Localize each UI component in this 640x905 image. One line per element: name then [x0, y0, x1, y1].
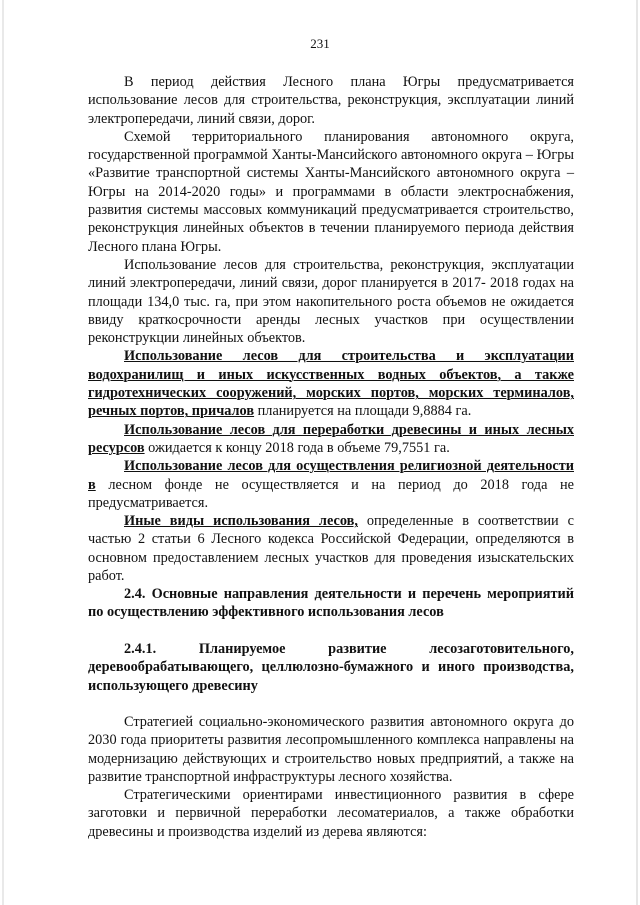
section-heading-2-4	[88, 585, 574, 622]
text-water-objects-area: планируется на площади 9,8884 га.	[254, 403, 472, 420]
emphasis-water-objects: Использование лесов для строительства и эксплуатации водохранилищ и иных искусственных водных объектов, а также гидротехнических сооружений, морских портов, морских терминалов, речных портов, причалов	[88, 348, 574, 420]
paragraph-linear-objects: Использование лесов для строительства, реконструкция, эксплуатации линий электропередачи, линий связи, дорог планируется в 2017- 2018 годах на площади 134,0 тыс. га, при этом накопительного роста объемов не ожидается ввиду краткосрочности аренды лесных участков при осуществлении реконструкции линейных объектов.	[88, 256, 574, 347]
text-wood-processing-volume: ожидается к концу 2018 года в объеме 79,7551 га.	[144, 439, 450, 456]
page-number: 231	[310, 36, 330, 51]
text-religious-activity: лесном фонде не осуществляется и на период до 2018 года не предусматривается.	[88, 476, 574, 511]
body-text	[88, 73, 574, 585]
section-heading-2-4-1	[88, 640, 574, 695]
emphasis-other-uses: Иные виды использования лесов,	[124, 513, 358, 530]
heading-2-4-1: 2.4.1. Планируемое развитие лесозаготовительного, деревообрабатывающего, целлюлозно-бумажного и иного производства, использующего древесину	[88, 641, 574, 694]
paragraph-strategy: Стратегией социально-экономического развития автономного округа до 2030 года приоритеты развития лесопромышленного комплекса направлены на модернизацию действующих и строительство новых предприятий, а также на развитие транспортной инфраструктуры лесного хозяйства.	[88, 714, 574, 785]
heading-2-4: 2.4. Основные направления деятельности и перечень мероприятий по осуществлению эффективного использования лесов	[88, 586, 574, 621]
paragraph-strategic-guidelines: Стратегическими ориентирами инвестиционного развития в сфере заготовки и первичной переработки лесоматериалов, а также обработки древесины и производства изделий из дерева являются:	[88, 787, 574, 840]
body-text-strategy	[88, 713, 574, 841]
paragraph-territorial-planning: Схемой территориального планирования автономного округа, государственной программой Ханты-Мансийского автономного округа – Югры «Развитие транспортной системы Ханты-Мансийского автономного округа – Югры на 2014-2020 годы» и программами в области электроснабжения, развития системы массовых коммуникаций предусматривается строительство, реконструкция линейных объектов в течении планируемого периода действия Лесного плана Югры.	[88, 128, 574, 255]
paragraph-other-uses	[88, 512, 574, 585]
paragraph-wood-processing	[88, 421, 574, 458]
emphasis-religious-activity: Использование лесов для осуществления религиозной деятельности в	[88, 458, 574, 493]
scan-edge-left	[2, 0, 4, 905]
scan-edge-right	[636, 0, 638, 905]
paragraph-religious-activity	[88, 457, 574, 512]
text-other-uses: определенные в соответствии с частью 2 статьи 6 Лесного кодекса Российской Федерации, определяются в основном предоставлением лесных участков для проведения изыскательских работ.	[88, 513, 574, 585]
paragraph-forest-plan-period: В период действия Лесного плана Югры предусматривается использование лесов для строительства, реконструкция, эксплуатации линий электропередачи, линий связи, дорог.	[88, 74, 574, 127]
emphasis-wood-processing: Использование лесов для переработки древесины и иных лесных ресурсов	[88, 421, 574, 456]
paragraph-water-objects	[88, 347, 574, 420]
